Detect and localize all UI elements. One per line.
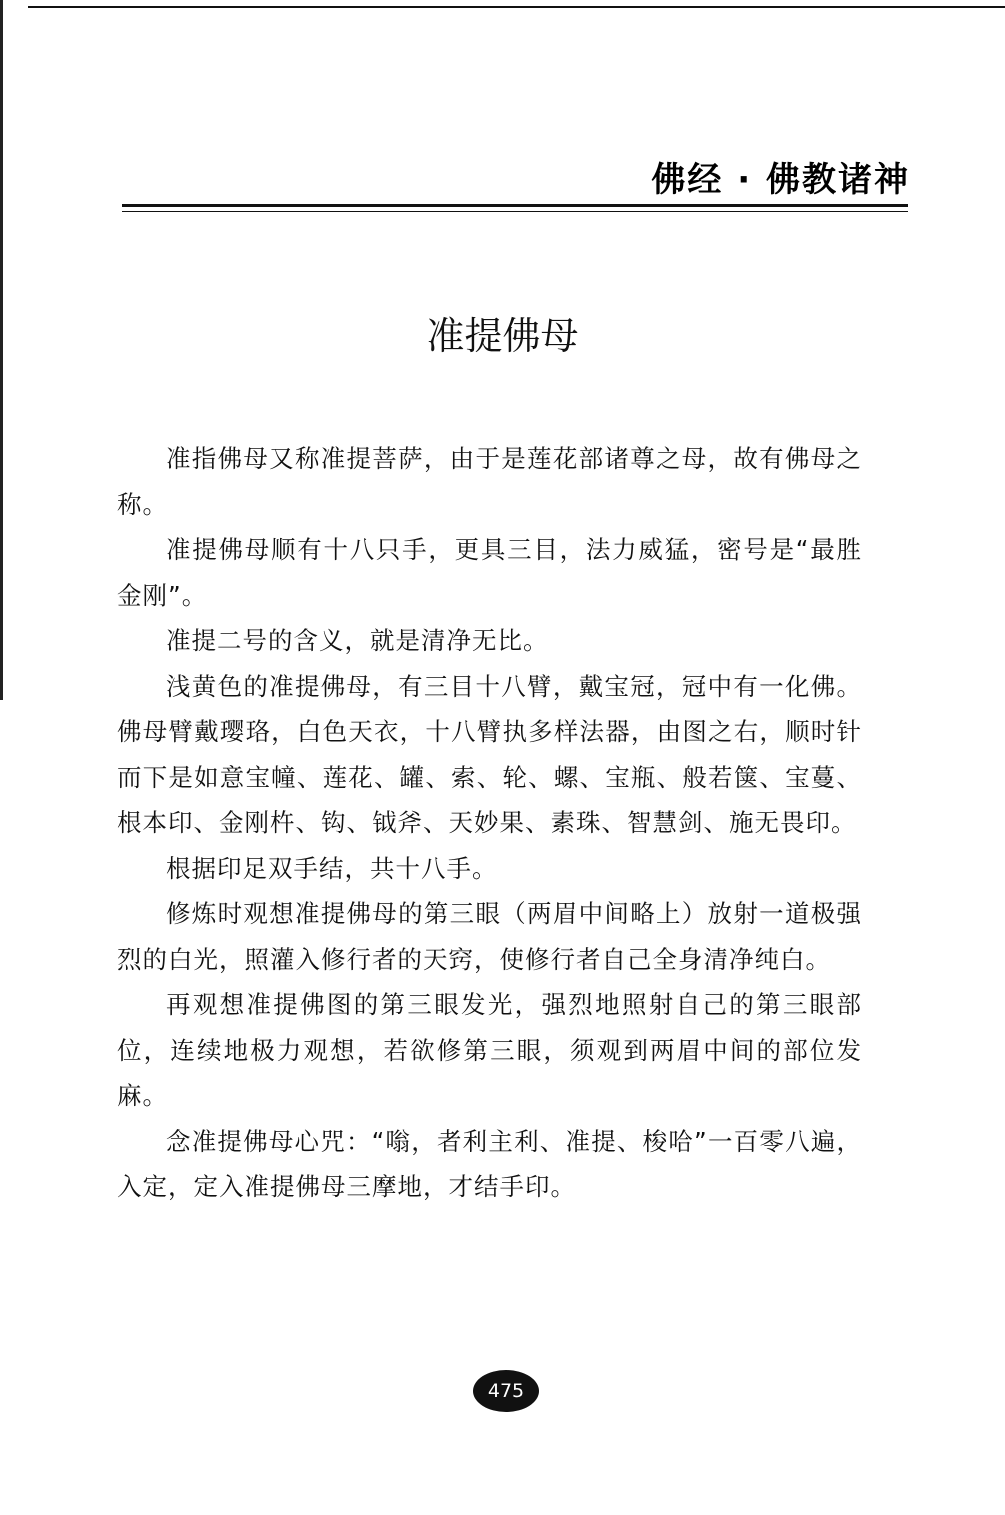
paragraph: 念准提佛母心咒：“嗡，者利主利、准提、梭哈”一百零八遍，入定，定入准提佛母三摩地，才结手印。 [117,1126,862,1201]
article-title: 准提佛母 [426,314,579,358]
running-header-title: 佛经 · 佛教诸神 [651,160,910,200]
paragraph: 根据印足双手结，共十八手。 [166,853,498,883]
page-number: 475 [487,1380,525,1402]
paragraph: 准指佛母又称准提菩萨，由于是莲花部诸尊之母，故有佛母之称。 [117,444,862,519]
paragraph: 浅黄色的准提佛母，有三目十八臂，戴宝冠，冠中有一化佛。佛母臂戴璎珞，白色天衣，十八臂执多样法器，由图之右，顺时针而下是如意宝幢、莲花、罐、索、轮、螺、宝瓶、般若箧、宝蔓、根本印、金刚杵、钩、钺斧、天妙果、素珠、智慧剑、施无畏印。 [117,671,862,837]
header-rule-thin [122,211,908,212]
top-border-line [28,6,1005,8]
paragraph: 准提佛母顺有十八只手，更具三目，法力威猛，密号是“最胜金刚”。 [117,535,862,610]
article-body [117,436,862,1210]
paragraph: 准提二号的含义，就是清净无比。 [166,626,549,655]
paragraph: 再观想准提佛图的第三眼发光，强烈地照射自己的第三眼部位，连续地极力观想，若欲修第三眼，须观到两眉中间的部位发麻。 [117,990,862,1110]
header-rule-thick [122,204,908,207]
page-number-badge [473,1370,539,1412]
paragraph: 修炼时观想准提佛母的第三眼（两眉中间略上）放射一道极强烈的白光，照灌入修行者的天窍，使修行者自己全身清净纯白。 [117,899,862,974]
